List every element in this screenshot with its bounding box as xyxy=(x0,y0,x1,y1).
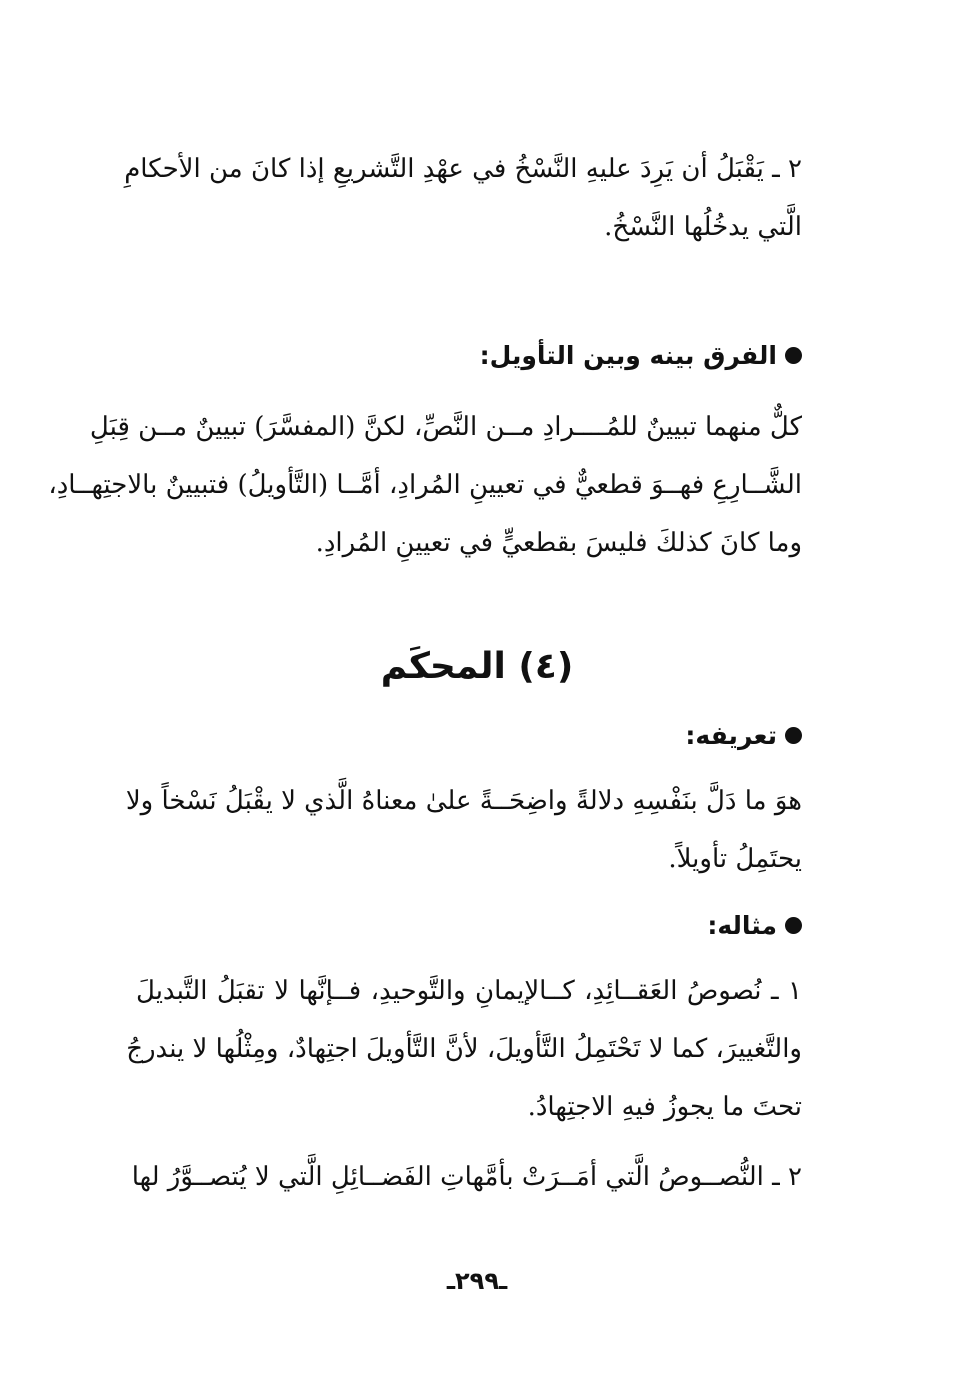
heading-difference-from-tawil xyxy=(480,336,802,376)
text-line: والتَّغييرَ، كما لا تَحْتَمِلُ التَّأويلَ، لأنَّ التَّأويلَ اجتِهادٌ، ومِثْلُها لا يندرجُ xyxy=(126,1034,802,1064)
page-number: ـ٢٩٩ـ xyxy=(446,1267,508,1295)
paragraph-difference xyxy=(48,398,802,572)
text-line: ٢ ـ النُّصــوصُ الَّتي أمَــرَتْ بأمَّهاتِ الفَضــائِلِ الَّتي لا يُتصــوَّرُ لها xyxy=(131,1162,802,1192)
text-line: الشَّــارِعِ فهــوَ قطعيٌّ في تعيينِ المُرادِ، أمَّــا (التَّأويلُ) فتبيينٌ بالاجتِهــادِ، xyxy=(48,470,802,500)
heading-example xyxy=(707,906,802,946)
text-line: تحتَ ما يجوزُ فيهِ الاجتِهادُ. xyxy=(527,1092,802,1122)
bullet-icon xyxy=(785,917,802,934)
bullet-icon xyxy=(785,347,802,364)
paragraph-definition xyxy=(125,772,802,888)
bullet-icon xyxy=(785,727,802,744)
text-line: هوَ ما دَلَّ بنَفْسِهِ دلالةً واضِحَــةً علىٰ معناهُ الَّذي لا يقْبَلُ نَسْخاً ولا xyxy=(125,786,802,816)
heading-definition xyxy=(685,716,802,756)
text-line: كلٌّ منهما تبيينٌ للمُــــرادِ مــن النَّصِّ، لكنَّ (المفسَّرَ) تبيينٌ مــن قِبَلِ xyxy=(89,412,802,442)
text-line: يحتَمِلُ تأويلاً. xyxy=(668,844,802,874)
section-title-muhkam: (٤) المحكَم xyxy=(380,646,574,687)
text-line: وما كانَ كذلكَ فليسَ بقطعيٍّ في تعيينِ المُرادِ. xyxy=(315,528,802,558)
text-line: الَّتي يدخُلُها النَّسْخُ. xyxy=(604,212,802,242)
heading-label: الفرق بينه وبين التأويل: xyxy=(479,341,777,370)
paragraph-naskh-acceptance xyxy=(124,140,802,256)
heading-label: مثاله: xyxy=(707,911,777,940)
text-line: ١ ـ نُصوصُ العَقــائِدِ، كــالإيمانِ والتَّوحيدِ، فــإنَّها لا تقبَلُ التَّبديلَ xyxy=(136,976,802,1006)
text-line: ٢ ـ يَقْبَلُ أن يَرِدَ عليهِ النَّسْخُ في عهْدِ التَّشريعِ إذا كانَ من الأحكامِ xyxy=(124,154,802,184)
heading-label: تعريفه: xyxy=(685,721,777,750)
paragraph-example-1 xyxy=(126,962,802,1136)
paragraph-example-2 xyxy=(131,1148,802,1206)
